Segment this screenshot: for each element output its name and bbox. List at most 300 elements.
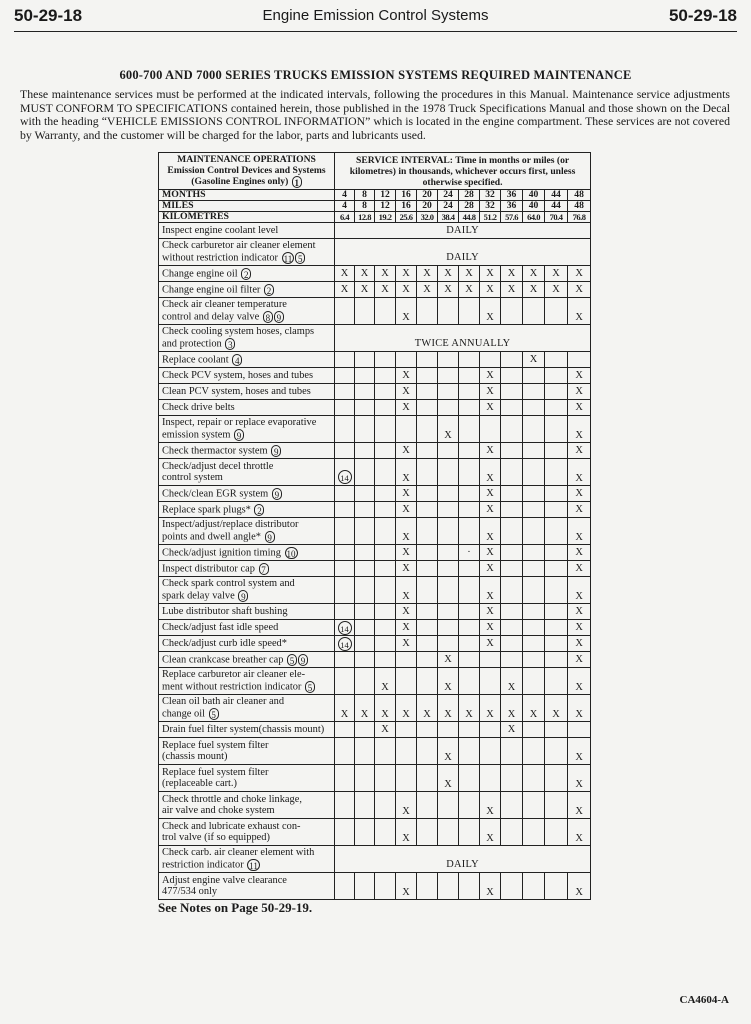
table-row (159, 792, 591, 819)
operation-text-line: Check spark control system and (162, 578, 295, 590)
interval-cell (459, 352, 480, 368)
interval-cell: X (438, 765, 459, 792)
operations-header (159, 153, 335, 190)
interval-cell: X (568, 738, 591, 765)
interval-cell: X (335, 282, 355, 298)
interval-cell (438, 518, 459, 545)
interval-cell (375, 400, 396, 416)
interval-cell: X (545, 282, 568, 298)
interval-cell (545, 636, 568, 652)
interval-cell (396, 416, 417, 443)
operation-cell (159, 282, 335, 298)
note-reference-circle: 9 (271, 445, 281, 457)
interval-cell (523, 368, 545, 384)
operation-text-line: Replace coolant 4 (162, 354, 334, 366)
interval-cell: X (438, 738, 459, 765)
interval-cell (355, 765, 375, 792)
interval-cell (396, 352, 417, 368)
interval-cell: X (396, 695, 417, 722)
interval-cell (523, 561, 545, 577)
interval-cell (501, 738, 523, 765)
interval-cell: X (480, 545, 501, 561)
interval-cell (396, 668, 417, 695)
note-reference-circle: 5 (209, 708, 219, 720)
interval-cell: X (568, 298, 591, 325)
kilometres-row-value: 32.0 (417, 212, 438, 223)
interval-cell: X (438, 652, 459, 668)
interval-cell (459, 459, 480, 486)
interval-cell (438, 577, 459, 604)
operation-text-line: Replace spark plugs* 2 (162, 504, 334, 516)
interval-cell: X (480, 282, 501, 298)
table-header-row (159, 153, 591, 190)
operation-text-line: without restriction indicator 11 5 (162, 252, 334, 264)
interval-cell (545, 792, 568, 819)
interval-cell: X (568, 384, 591, 400)
kilometres-row-value: 70.4 (545, 212, 568, 223)
interval-cell: X (396, 873, 417, 900)
kilometres-row-value: 76.8 (568, 212, 591, 223)
note-reference-circle: 11 (283, 253, 293, 264)
interval-cell (335, 668, 355, 695)
interval-cell (417, 518, 438, 545)
interval-cell (396, 765, 417, 792)
interval-cell (459, 738, 480, 765)
interval-cell (545, 577, 568, 604)
miles-row-value: 36 (501, 201, 523, 212)
interval-cell (523, 384, 545, 400)
note-reference-circle: 11 (249, 860, 258, 871)
notes-reference: See Notes on Page 50-29-19. (158, 900, 313, 915)
table-row (159, 298, 591, 325)
interval-cell (355, 443, 375, 459)
interval-cell (501, 873, 523, 900)
interval-cell (417, 561, 438, 577)
operation-text-line: Inspect distributor cap 7 (162, 563, 334, 575)
interval-cell (501, 765, 523, 792)
operation-text-line: Check cooling system hoses, clamps (162, 326, 315, 338)
interval-cell (375, 819, 396, 846)
operation-text-line: (chassis mount) (162, 751, 228, 762)
interval-cell (355, 620, 375, 636)
operation-text-line: Change engine oil 2 (162, 268, 334, 280)
operation-text-line: Inspect, repair or replace evaporative (162, 417, 317, 429)
miles-row-value: 20 (417, 201, 438, 212)
interval-cell: X (396, 819, 417, 846)
service-interval-header: SERVICE INTERVAL: Time in months or miles (or kilometres) in thousands, whichever occurs first, unless otherwise specified. (335, 153, 591, 190)
interval-cell: X (480, 400, 501, 416)
interval-cell: X (501, 695, 523, 722)
miles-row-value: 24 (438, 201, 459, 212)
interval-cell (438, 636, 459, 652)
operation-cell (159, 325, 335, 352)
interval-cell (523, 604, 545, 620)
interval-cell (335, 765, 355, 792)
interval-cell: X (335, 266, 355, 282)
operation-text-line: Clean crankcase breather cap 5 9 (162, 654, 334, 666)
interval-cell: X (568, 620, 591, 636)
interval-cell (438, 819, 459, 846)
operation-cell (159, 695, 335, 722)
operation-text-line: Check air cleaner temperature (162, 299, 287, 311)
operation-text-line: restriction indicator 11 (162, 859, 258, 871)
interval-cell: X (501, 722, 523, 738)
interval-cell: X (417, 282, 438, 298)
note-reference-circle: 5 (305, 681, 315, 693)
interval-cell: X (459, 695, 480, 722)
interval-cell (438, 486, 459, 502)
note-reference-circle: 4 (232, 354, 242, 366)
interval-cell (459, 636, 480, 652)
interval-cell (438, 443, 459, 459)
operation-text-line: Adjust engine valve clearance (162, 874, 287, 886)
interval-cell: X (568, 577, 591, 604)
kilometres-row (159, 212, 591, 223)
months-row-value: 8 (355, 190, 375, 201)
operation-text-line: change oil 5 (162, 708, 334, 720)
interval-cell (523, 819, 545, 846)
interval-cell (375, 352, 396, 368)
interval-cell: X (480, 384, 501, 400)
interval-cell (438, 459, 459, 486)
interval-cell (545, 738, 568, 765)
table-row (159, 416, 591, 443)
interval-cell (501, 368, 523, 384)
interval-cell (335, 384, 355, 400)
interval-cell (355, 518, 375, 545)
operation-cell (159, 604, 335, 620)
interval-cell (523, 738, 545, 765)
interval-cell (396, 652, 417, 668)
interval-cell (480, 765, 501, 792)
interval-cell (417, 819, 438, 846)
miles-row-value: 4 (335, 201, 355, 212)
table-row (159, 352, 591, 368)
interval-cell (375, 518, 396, 545)
months-row-value: 12 (375, 190, 396, 201)
miles-row-value: 44 (545, 201, 568, 212)
interval-cell (501, 792, 523, 819)
interval-cell (417, 352, 438, 368)
operation-text-line: Check throttle and choke linkage, (162, 793, 302, 805)
operation-text-line: Check thermactor system 9 (162, 445, 334, 457)
interval-cell (501, 652, 523, 668)
operations-header-line: Emission Control Devices and Systems (167, 165, 326, 176)
interval-cell (417, 577, 438, 604)
interval-cell (355, 819, 375, 846)
interval-cell (523, 620, 545, 636)
interval-cell: X (523, 266, 545, 282)
operation-cell (159, 443, 335, 459)
interval-cell: X (568, 443, 591, 459)
operation-text-line: Check/clean EGR system 9 (162, 488, 334, 500)
interval-cell: X (568, 368, 591, 384)
months-row-value: 24 (438, 190, 459, 201)
operation-text-line: Check PCV system, hoses and tubes (162, 369, 314, 381)
interval-cell (417, 652, 438, 668)
interval-cell: X (480, 368, 501, 384)
interval-cell (480, 668, 501, 695)
interval-cell (459, 873, 480, 900)
interval-cell: X (545, 266, 568, 282)
interval-span-cell: DAILY (335, 223, 591, 239)
operation-text-line: Check/adjust ignition timing 10 (162, 546, 296, 559)
interval-cell (335, 368, 355, 384)
interval-cell (459, 668, 480, 695)
interval-cell (335, 577, 355, 604)
table-row (159, 722, 591, 738)
interval-cell (523, 400, 545, 416)
interval-cell (396, 738, 417, 765)
interval-cell (335, 352, 355, 368)
interval-cell (459, 765, 480, 792)
interval-cell (459, 577, 480, 604)
interval-cell (459, 416, 480, 443)
months-row-value: 20 (417, 190, 438, 201)
interval-cell: X (396, 384, 417, 400)
interval-cell (523, 502, 545, 518)
operation-cell (159, 738, 335, 765)
interval-cell (545, 668, 568, 695)
kilometres-row-value: 38.4 (438, 212, 459, 223)
interval-cell: X (545, 695, 568, 722)
interval-cell: X (438, 416, 459, 443)
interval-cell: X (417, 266, 438, 282)
interval-cell: X (568, 873, 591, 900)
kilometres-row-value: 51.2 (480, 212, 501, 223)
kilometres-row-value: 6.4 (335, 212, 355, 223)
interval-cell: X (568, 792, 591, 819)
interval-cell (355, 873, 375, 900)
interval-cell (459, 486, 480, 502)
interval-cell (417, 368, 438, 384)
interval-cell (545, 443, 568, 459)
interval-cell (375, 486, 396, 502)
interval-cell (523, 765, 545, 792)
operation-text-line: points and dwell angle* 9 (162, 531, 334, 543)
interval-cell (523, 873, 545, 900)
interval-cell: X (480, 819, 501, 846)
interval-cell (523, 545, 545, 561)
table-row (159, 765, 591, 792)
interval-cell (335, 819, 355, 846)
interval-cell: X (438, 668, 459, 695)
interval-cell: X (375, 722, 396, 738)
operation-text-line: Check/adjust decel throttle (162, 460, 274, 472)
interval-cell (480, 352, 501, 368)
interval-cell (501, 819, 523, 846)
interval-cell (545, 518, 568, 545)
interval-cell: X (501, 266, 523, 282)
table-row (159, 545, 591, 561)
interval-cell: X (396, 792, 417, 819)
interval-cell: X (568, 545, 591, 561)
interval-cell (480, 652, 501, 668)
interval-cell (459, 604, 480, 620)
operation-cell (159, 722, 335, 738)
interval-cell (335, 459, 355, 486)
operation-cell (159, 352, 335, 368)
interval-cell (417, 298, 438, 325)
months-row-value: 32 (480, 190, 501, 201)
interval-cell (375, 738, 396, 765)
interval-cell (438, 352, 459, 368)
table-row (159, 239, 591, 266)
interval-cell (438, 561, 459, 577)
kilometres-row-value: 44.8 (459, 212, 480, 223)
miles-row-value: 40 (523, 201, 545, 212)
interval-cell: X (396, 400, 417, 416)
interval-cell: X (480, 561, 501, 577)
note-reference-circle: 2 (264, 284, 274, 296)
interval-cell: X (396, 502, 417, 518)
interval-cell (568, 352, 591, 368)
interval-cell (545, 652, 568, 668)
interval-cell: X (438, 695, 459, 722)
interval-cell (375, 545, 396, 561)
interval-cell (335, 486, 355, 502)
interval-cell (545, 545, 568, 561)
interval-cell (545, 722, 568, 738)
interval-cell: X (568, 819, 591, 846)
interval-cell (417, 668, 438, 695)
interval-cell (523, 416, 545, 443)
interval-cell (459, 792, 480, 819)
interval-cell: X (375, 695, 396, 722)
operation-text-line: emission system 9 (162, 429, 334, 441)
interval-cell (417, 416, 438, 443)
interval-cell: X (568, 266, 591, 282)
interval-note-circle: 14 (338, 470, 352, 484)
interval-cell: X (568, 636, 591, 652)
interval-cell: X (396, 298, 417, 325)
interval-cell (459, 722, 480, 738)
interval-cell (480, 416, 501, 443)
interval-cell: X (480, 443, 501, 459)
interval-span-cell: DAILY (335, 239, 591, 266)
months-row-value: 28 (459, 190, 480, 201)
interval-cell (459, 400, 480, 416)
interval-cell (438, 604, 459, 620)
interval-note-circle: 14 (338, 621, 352, 635)
interval-cell (523, 636, 545, 652)
operation-text-line: Check/adjust fast idle speed (162, 621, 279, 633)
interval-cell (417, 486, 438, 502)
operation-cell (159, 368, 335, 384)
interval-cell (501, 604, 523, 620)
interval-cell (438, 722, 459, 738)
interval-cell (375, 384, 396, 400)
table-row (159, 577, 591, 604)
interval-cell (417, 620, 438, 636)
interval-cell (375, 765, 396, 792)
interval-cell: X (480, 266, 501, 282)
interval-cell (335, 561, 355, 577)
interval-cell (355, 486, 375, 502)
interval-cell: X (568, 518, 591, 545)
interval-cell (355, 459, 375, 486)
miles-row-value: 16 (396, 201, 417, 212)
operation-cell (159, 486, 335, 502)
note-reference-circle: 9 (298, 654, 308, 666)
interval-cell (459, 620, 480, 636)
interval-cell (523, 577, 545, 604)
interval-cell (355, 384, 375, 400)
operation-cell (159, 765, 335, 792)
operation-text-line: Clean oil bath air cleaner and (162, 696, 285, 708)
interval-cell (335, 604, 355, 620)
table-row (159, 368, 591, 384)
interval-cell (355, 416, 375, 443)
interval-cell: X (396, 545, 417, 561)
figure-code: CA4604-A (679, 994, 729, 1006)
kilometres-row-value: 12.8 (355, 212, 375, 223)
interval-cell (545, 368, 568, 384)
operation-text-line: Replace carburetor air cleaner ele- (162, 669, 306, 681)
kilometres-row-value: 19.2 (375, 212, 396, 223)
interval-cell (523, 668, 545, 695)
interval-cell (501, 416, 523, 443)
interval-cell (375, 652, 396, 668)
operation-cell (159, 223, 335, 239)
table-row (159, 223, 591, 239)
miles-row-value: 12 (375, 201, 396, 212)
interval-cell (335, 620, 355, 636)
interval-cell (335, 636, 355, 652)
interval-cell (335, 722, 355, 738)
interval-cell (375, 636, 396, 652)
interval-cell: X (396, 368, 417, 384)
interval-span-cell: TWICE ANNUALLY (335, 325, 591, 352)
kilometres-row-value: 57.6 (501, 212, 523, 223)
note-reference-circle: 2 (254, 504, 264, 516)
table-row (159, 443, 591, 459)
operation-cell (159, 502, 335, 518)
interval-cell (417, 765, 438, 792)
interval-cell (501, 561, 523, 577)
interval-cell (355, 400, 375, 416)
interval-cell (417, 792, 438, 819)
interval-cell (375, 792, 396, 819)
months-row-value: 4 (335, 190, 355, 201)
interval-cell (501, 518, 523, 545)
operation-text-line: 477/534 only (162, 886, 218, 897)
table-row (159, 384, 591, 400)
interval-cell (355, 298, 375, 325)
intro-paragraph: These maintenance services must be performed at the indicated intervals, following the procedures in this Manual. Maintenance service adjustments MUST CONFORM TO SPECIFICATIONS contained herein, those published in the 1978 Truck Specifications Manual and those shown on the Decal with the heading “VEHICLE EMISSIONS CONTROL INFORMATION” which is located in the engine compartment. These services are not covered by Warranty, and the customer will be charged for the labor, parts and lubricants used. (20, 87, 730, 142)
interval-cell (545, 561, 568, 577)
interval-cell (375, 298, 396, 325)
operation-cell (159, 846, 335, 873)
interval-cell (545, 384, 568, 400)
page-number-right: 50-29-18 (668, 6, 737, 25)
interval-cell: X (396, 604, 417, 620)
interval-cell: X (568, 561, 591, 577)
table-row (159, 282, 591, 298)
document-title: 600-700 AND 7000 SERIES TRUCKS EMISSION SYSTEMS REQUIRED MAINTENANCE (119, 68, 632, 82)
operation-text-line: Check and lubricate exhaust con- (162, 820, 301, 832)
interval-cell (523, 298, 545, 325)
interval-cell: X (480, 577, 501, 604)
operation-cell (159, 819, 335, 846)
note-reference-circle: 10 (286, 548, 296, 559)
interval-cell: X (480, 695, 501, 722)
operation-text-line: ment without restriction indicator 5 (162, 681, 334, 693)
interval-note-circle: 14 (338, 637, 352, 651)
interval-cell: X (568, 765, 591, 792)
page-number-left: 50-29-18 (14, 6, 83, 25)
interval-cell (335, 873, 355, 900)
